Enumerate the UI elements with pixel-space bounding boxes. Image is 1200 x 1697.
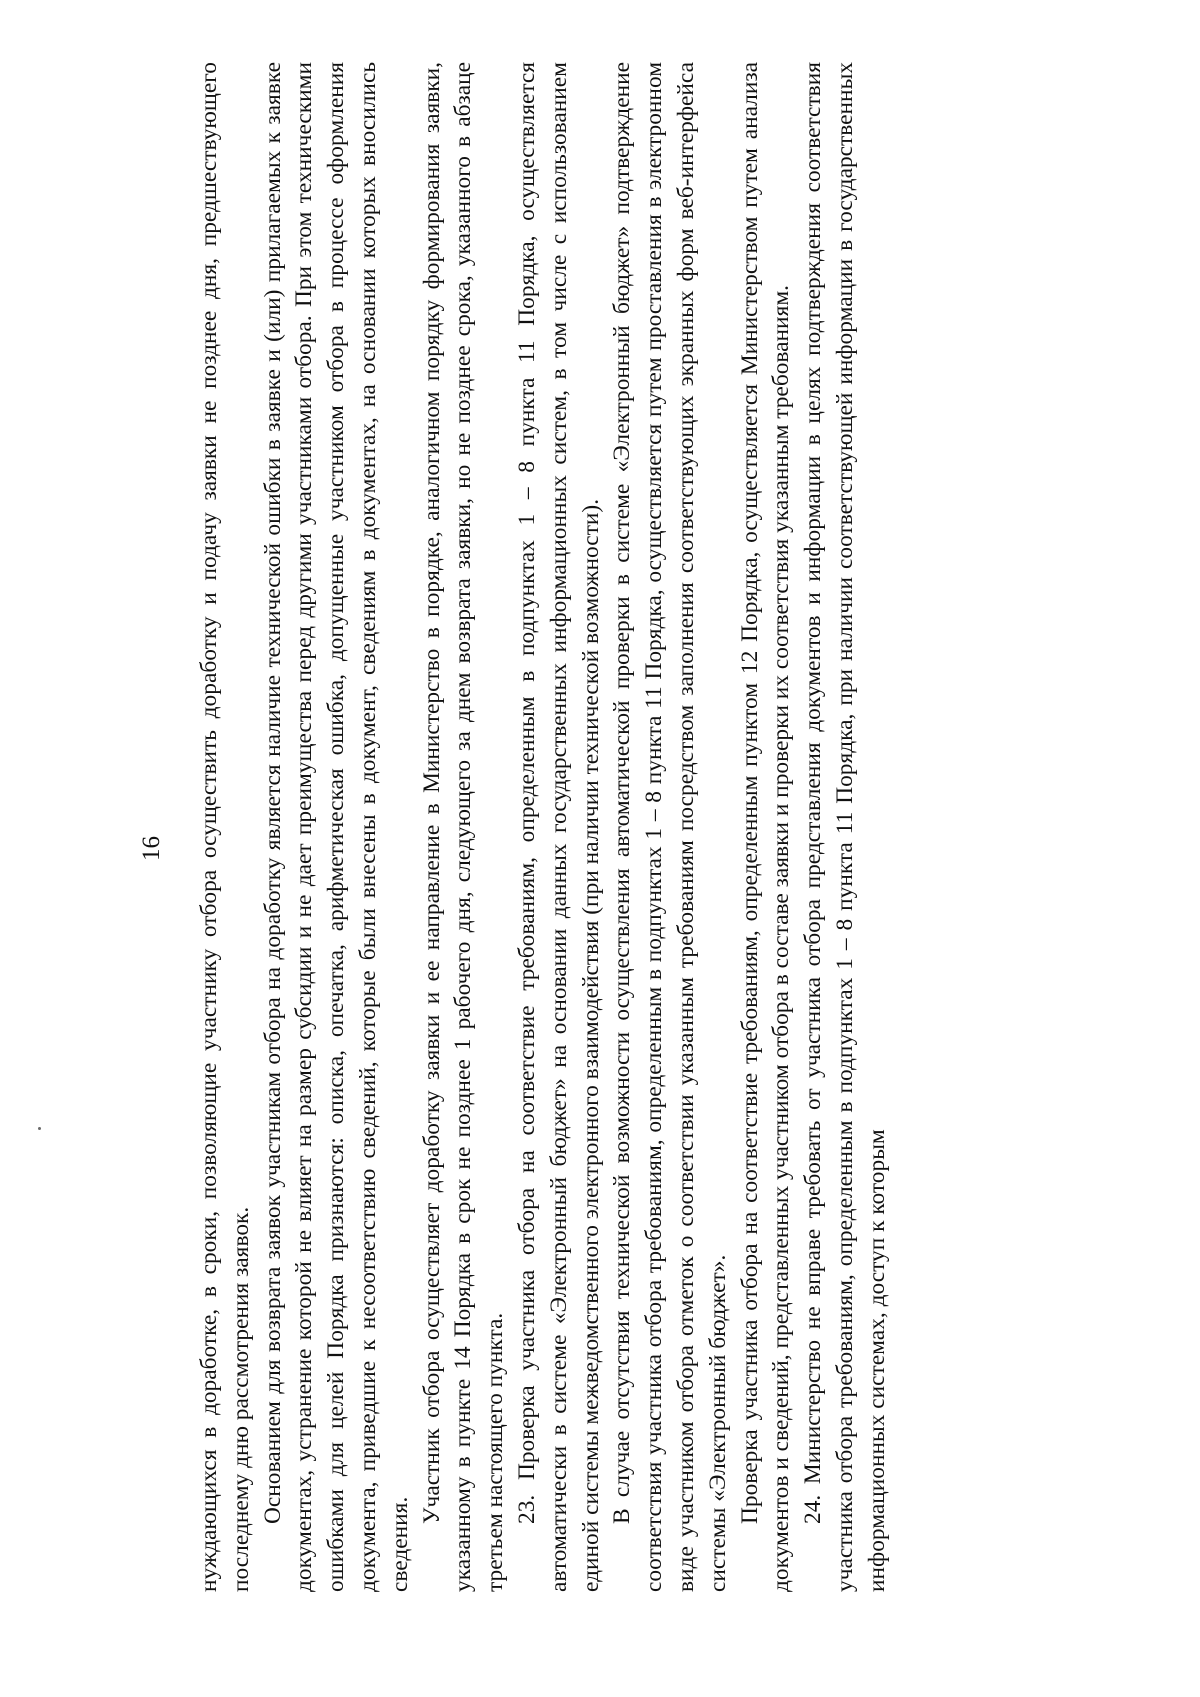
paragraph: нуждающихся в доработке, в сроки, позволяющие участнику отбора осуществить доработку и подачу заявки не позднее дня, предшествующего последнему дню рассмотрения заявок. — [196, 62, 254, 1592]
document-body — [194, 62, 894, 1592]
paragraph: Проверка участника отбора на соответствие требованиям, определенным пунктом 12 Порядка, осуществляется Министерством путем анализа документов и сведений, представленных участником отбора в составе заявки и проверки их соответствия указанным требованиям. — [736, 62, 795, 1592]
paragraph: Основанием для возврата заявок участникам отбора на доработку является наличие технической ошибки в заявке и (или) прилагаемых к заявке документах, устранение которой не влияет на размер субсидии и не дает преимущества перед другими участниками отбора. При этом техническими ошибками для целей Порядка признаются: описка, опечатка, арифметическая ошибка, допущенные участником отбора в процессе оформления документа, приведшие к несоответствию сведений, которые были внесены в документ, сведениям в документах, на основании которых вносились сведения. — [259, 62, 413, 1592]
scan-speck — [38, 1127, 41, 1130]
page-number: 16 — [138, 836, 165, 861]
paragraph: В случае отсутствия технической возможности осуществления автоматической проверки в системе «Электронный бюджет» подтверждение соответствия участника отбора требованиям, определенным в подпунктах 1 – 8 пункта 11 Порядка, осуществляется путем проставления в электронном виде участником отбора отметок о соответствии указанным требованиям посредством заполнения соответствующих экранных форм веб-интерфейса системы «Электронный бюджет». — [609, 62, 731, 1592]
paragraph-item-24: 24. Министерство не вправе требовать от участника отбора представления документов и информации в целях подтверждения соответствия участника отбора требованиям, определенным в подпунктах 1 – 8 пункта 11 Порядка, при наличии соответствующей информации в государственных информационных системах, доступ к которым — [800, 62, 890, 1592]
paragraph-item-23: 23. Проверка участника отбора на соответствие требованиям, определенным в подпунктах 1 – 8 пункта 11 Порядка, осуществляется автоматически в системе «Электронный бюджет» на основании данных государственных информационных систем, в том числе с использованием единой системы межведомственного электронного взаимодействия (при наличии технической возможности). — [513, 62, 604, 1592]
paragraph: Участник отбора осуществляет доработку заявки и ее направление в Министерство в порядке, аналогичном порядку формирования заявки, указанному в пункте 14 Порядка в срок не позднее 1 рабочего дня, следующего за днем возврата заявки, но не позднее срока, указанного в абзаце третьем настоящего пункта. — [418, 62, 509, 1592]
